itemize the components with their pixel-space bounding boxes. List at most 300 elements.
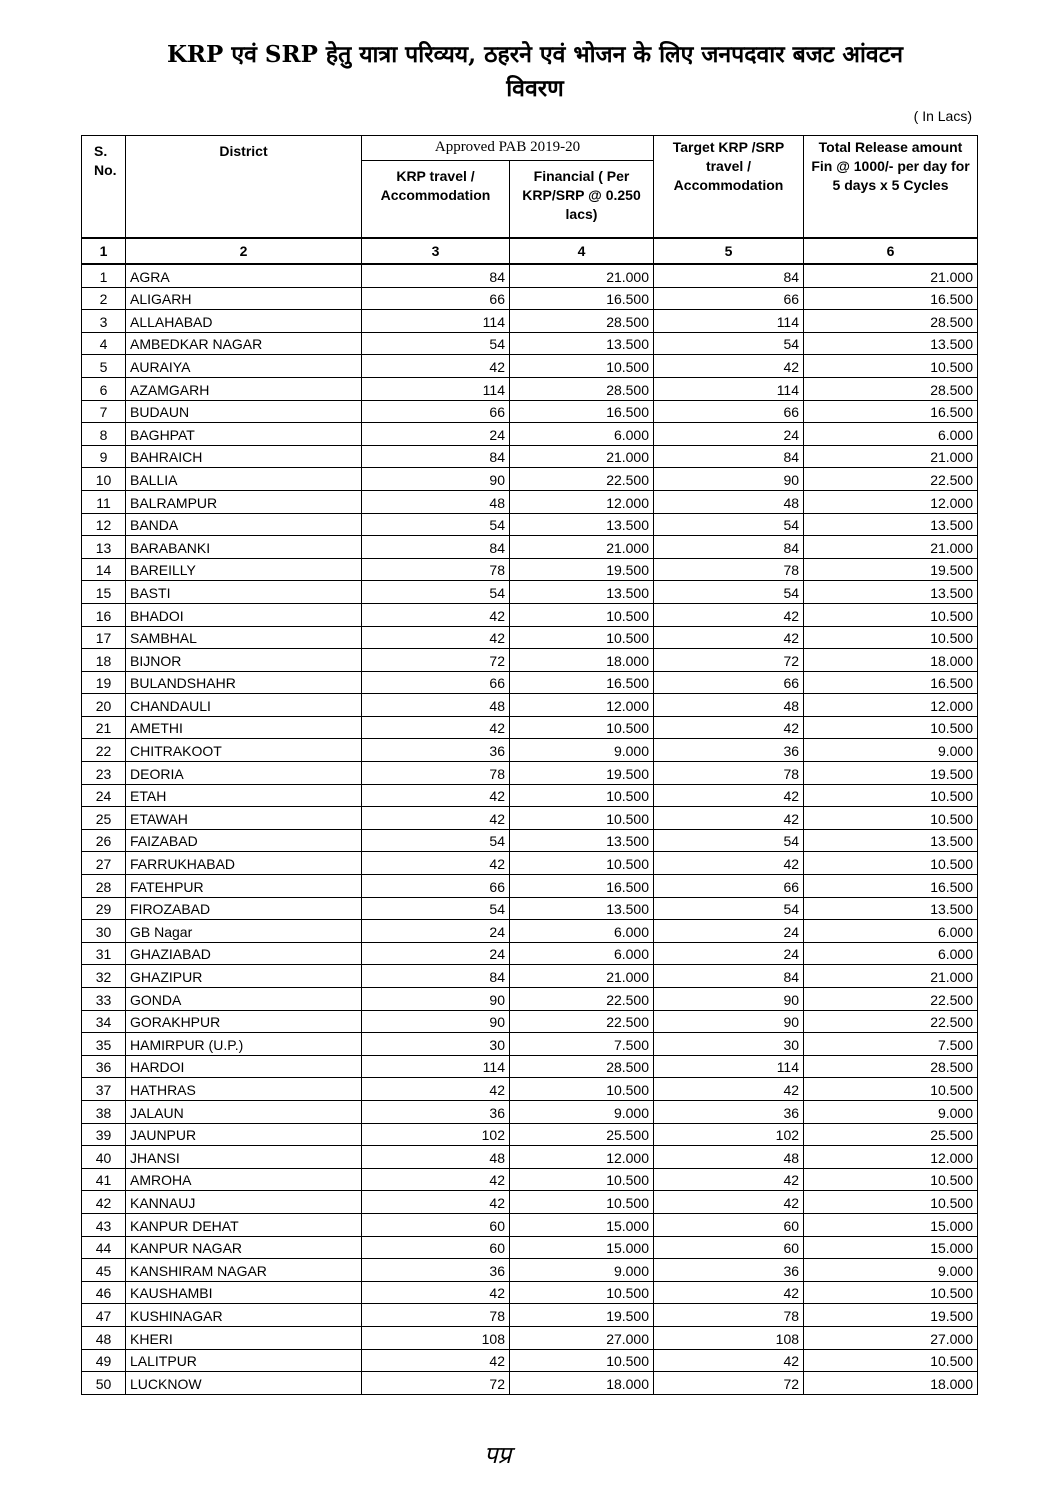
row-district: KANPUR NAGAR <box>126 1236 362 1259</box>
row-target: 78 <box>654 1304 804 1327</box>
colnum-2: 2 <box>126 238 362 264</box>
row-sno: 5 <box>82 355 126 378</box>
table-row <box>82 942 978 965</box>
row-krp-travel: 66 <box>362 875 510 898</box>
row-krp-travel: 24 <box>362 423 510 446</box>
table-row <box>82 852 978 875</box>
table-row <box>82 1123 978 1146</box>
row-sno: 50 <box>82 1372 126 1395</box>
row-financial: 28.500 <box>510 1055 654 1078</box>
row-financial: 9.000 <box>510 739 654 762</box>
row-sno: 29 <box>82 897 126 920</box>
row-target: 42 <box>654 1168 804 1191</box>
row-financial: 15.000 <box>510 1236 654 1259</box>
signature: पप्र <box>484 1441 512 1469</box>
row-district: FAIZABAD <box>126 829 362 852</box>
row-district: KANSHIRAM NAGAR <box>126 1259 362 1282</box>
table-row <box>82 1213 978 1236</box>
row-krp-travel: 48 <box>362 694 510 717</box>
row-krp-travel: 42 <box>362 1349 510 1372</box>
row-district: BIJNOR <box>126 649 362 672</box>
row-district: FIROZABAD <box>126 897 362 920</box>
row-target: 90 <box>654 468 804 491</box>
row-district: BAGHPAT <box>126 423 362 446</box>
row-financial: 13.500 <box>510 332 654 355</box>
row-krp-travel: 90 <box>362 468 510 491</box>
table-row <box>82 875 978 898</box>
row-district: CHITRAKOOT <box>126 739 362 762</box>
row-krp-travel: 36 <box>362 739 510 762</box>
colnum-4: 4 <box>510 238 654 264</box>
row-sno: 10 <box>82 468 126 491</box>
table-row <box>82 784 978 807</box>
row-krp-travel: 54 <box>362 513 510 536</box>
row-district: JALAUN <box>126 1100 362 1123</box>
table-row <box>82 332 978 355</box>
row-target: 36 <box>654 739 804 762</box>
row-krp-travel: 54 <box>362 581 510 604</box>
row-krp-travel: 42 <box>362 852 510 875</box>
row-financial: 13.500 <box>510 897 654 920</box>
row-target: 30 <box>654 1033 804 1056</box>
row-krp-travel: 30 <box>362 1033 510 1056</box>
row-krp-travel: 60 <box>362 1213 510 1236</box>
row-sno: 13 <box>82 536 126 559</box>
row-sno: 46 <box>82 1281 126 1304</box>
table-row <box>82 1100 978 1123</box>
row-krp-travel: 84 <box>362 445 510 468</box>
row-krp-travel: 66 <box>362 671 510 694</box>
row-sno: 27 <box>82 852 126 875</box>
row-target: 48 <box>654 694 804 717</box>
row-krp-travel: 90 <box>362 988 510 1011</box>
row-financial: 19.500 <box>510 1304 654 1327</box>
row-total-release: 10.500 <box>804 716 978 739</box>
row-financial: 25.500 <box>510 1123 654 1146</box>
colnum-6: 6 <box>804 238 978 264</box>
header-target: Target KRP /SRP travel / Accommodation <box>654 136 804 239</box>
row-district: AGRA <box>126 264 362 287</box>
table-row <box>82 513 978 536</box>
row-financial: 21.000 <box>510 536 654 559</box>
row-district: KAUSHAMBI <box>126 1281 362 1304</box>
row-target: 42 <box>654 355 804 378</box>
row-district: FARRUKHABAD <box>126 852 362 875</box>
row-financial: 27.000 <box>510 1326 654 1349</box>
row-total-release: 22.500 <box>804 1010 978 1033</box>
row-target: 24 <box>654 423 804 446</box>
row-target: 66 <box>654 287 804 310</box>
row-target: 60 <box>654 1236 804 1259</box>
row-financial: 15.000 <box>510 1213 654 1236</box>
row-total-release: 6.000 <box>804 423 978 446</box>
row-krp-travel: 60 <box>362 1236 510 1259</box>
row-total-release: 21.000 <box>804 264 978 287</box>
colnum-3: 3 <box>362 238 510 264</box>
table-row <box>82 829 978 852</box>
row-krp-travel: 84 <box>362 536 510 559</box>
row-sno: 11 <box>82 490 126 513</box>
row-target: 42 <box>654 1349 804 1372</box>
row-sno: 24 <box>82 784 126 807</box>
row-financial: 21.000 <box>510 445 654 468</box>
row-district: AURAIYA <box>126 355 362 378</box>
table-row <box>82 377 978 400</box>
row-target: 48 <box>654 490 804 513</box>
row-district: DEORIA <box>126 762 362 785</box>
table-row <box>82 400 978 423</box>
row-financial: 16.500 <box>510 287 654 310</box>
table-row <box>82 1281 978 1304</box>
row-financial: 10.500 <box>510 1191 654 1214</box>
row-total-release: 28.500 <box>804 377 978 400</box>
row-sno: 19 <box>82 671 126 694</box>
row-sno: 41 <box>82 1168 126 1191</box>
row-district: ALIGARH <box>126 287 362 310</box>
row-sno: 15 <box>82 581 126 604</box>
row-district: BASTI <box>126 581 362 604</box>
row-target: 42 <box>654 784 804 807</box>
row-total-release: 15.000 <box>804 1236 978 1259</box>
row-krp-travel: 84 <box>362 264 510 287</box>
row-sno: 9 <box>82 445 126 468</box>
row-total-release: 6.000 <box>804 942 978 965</box>
row-district: BALLIA <box>126 468 362 491</box>
row-krp-travel: 114 <box>362 377 510 400</box>
row-financial: 6.000 <box>510 942 654 965</box>
row-financial: 10.500 <box>510 626 654 649</box>
row-district: BULANDSHAHR <box>126 671 362 694</box>
row-target: 114 <box>654 1055 804 1078</box>
row-sno: 47 <box>82 1304 126 1327</box>
table-row <box>82 988 978 1011</box>
table-row <box>82 445 978 468</box>
row-sno: 14 <box>82 558 126 581</box>
row-total-release: 10.500 <box>804 784 978 807</box>
table-row <box>82 1372 978 1395</box>
row-district: GHAZIABAD <box>126 942 362 965</box>
row-total-release: 15.000 <box>804 1213 978 1236</box>
row-financial: 10.500 <box>510 1078 654 1101</box>
row-sno: 31 <box>82 942 126 965</box>
row-target: 72 <box>654 649 804 672</box>
table-row <box>82 1326 978 1349</box>
row-krp-travel: 48 <box>362 1146 510 1169</box>
row-sno: 35 <box>82 1033 126 1056</box>
table-row <box>82 581 978 604</box>
row-district: FATEHPUR <box>126 875 362 898</box>
table-row <box>82 558 978 581</box>
row-target: 108 <box>654 1326 804 1349</box>
row-district: HAMIRPUR (U.P.) <box>126 1033 362 1056</box>
row-target: 42 <box>654 807 804 830</box>
row-district: BARABANKI <box>126 536 362 559</box>
row-financial: 28.500 <box>510 377 654 400</box>
header-krp-travel: KRP travel / Accommodation <box>362 161 510 239</box>
row-district: BANDA <box>126 513 362 536</box>
row-district: GB Nagar <box>126 920 362 943</box>
row-financial: 16.500 <box>510 671 654 694</box>
row-target: 84 <box>654 536 804 559</box>
title-line-2: विवरण <box>506 75 564 102</box>
table-body <box>82 264 978 1394</box>
title-line-1: KRP एवं SRP हेतु यात्रा परिव्यय, ठहरने एवं भोजन के लिए जनपदवार बजट आंवटन <box>166 41 904 68</box>
column-number-row <box>82 238 978 264</box>
row-sno: 4 <box>82 332 126 355</box>
row-sno: 48 <box>82 1326 126 1349</box>
row-target: 90 <box>654 988 804 1011</box>
header-district: District <box>126 136 362 239</box>
budget-table <box>81 135 978 1395</box>
row-total-release: 21.000 <box>804 445 978 468</box>
table-row <box>82 264 978 287</box>
table-row <box>82 1191 978 1214</box>
row-total-release: 13.500 <box>804 513 978 536</box>
row-financial: 7.500 <box>510 1033 654 1056</box>
row-total-release: 9.000 <box>804 1259 978 1282</box>
row-sno: 49 <box>82 1349 126 1372</box>
row-sno: 43 <box>82 1213 126 1236</box>
table-row <box>82 355 978 378</box>
row-district: KUSHINAGAR <box>126 1304 362 1327</box>
row-krp-travel: 54 <box>362 897 510 920</box>
table-row <box>82 897 978 920</box>
row-total-release: 6.000 <box>804 920 978 943</box>
row-target: 54 <box>654 513 804 536</box>
row-total-release: 19.500 <box>804 1304 978 1327</box>
row-total-release: 10.500 <box>804 603 978 626</box>
table-row <box>82 1078 978 1101</box>
row-financial: 10.500 <box>510 716 654 739</box>
row-sno: 16 <box>82 603 126 626</box>
row-krp-travel: 102 <box>362 1123 510 1146</box>
row-total-release: 13.500 <box>804 581 978 604</box>
row-financial: 10.500 <box>510 807 654 830</box>
row-district: BUDAUN <box>126 400 362 423</box>
row-financial: 18.000 <box>510 649 654 672</box>
row-target: 24 <box>654 942 804 965</box>
row-target: 114 <box>654 377 804 400</box>
row-target: 48 <box>654 1146 804 1169</box>
row-financial: 10.500 <box>510 852 654 875</box>
row-total-release: 10.500 <box>804 1281 978 1304</box>
header-financial: Financial ( Per KRP/SRP @ 0.250 lacs) <box>510 161 654 239</box>
row-krp-travel: 42 <box>362 1168 510 1191</box>
table-row <box>82 1259 978 1282</box>
table-row <box>82 287 978 310</box>
row-sno: 26 <box>82 829 126 852</box>
row-target: 42 <box>654 1078 804 1101</box>
row-total-release: 12.000 <box>804 1146 978 1169</box>
row-sno: 17 <box>82 626 126 649</box>
page-title <box>60 38 1010 106</box>
table-row <box>82 1010 978 1033</box>
row-sno: 42 <box>82 1191 126 1214</box>
row-target: 54 <box>654 581 804 604</box>
row-district: ALLAHABAD <box>126 310 362 333</box>
row-krp-travel: 24 <box>362 920 510 943</box>
row-total-release: 10.500 <box>804 1078 978 1101</box>
row-target: 42 <box>654 603 804 626</box>
row-financial: 9.000 <box>510 1100 654 1123</box>
row-district: AZAMGARH <box>126 377 362 400</box>
row-financial: 16.500 <box>510 400 654 423</box>
table-row <box>82 1304 978 1327</box>
row-target: 60 <box>654 1213 804 1236</box>
row-district: CHANDAULI <box>126 694 362 717</box>
row-financial: 10.500 <box>510 1281 654 1304</box>
row-krp-travel: 36 <box>362 1259 510 1282</box>
row-target: 42 <box>654 1191 804 1214</box>
row-total-release: 21.000 <box>804 965 978 988</box>
row-krp-travel: 42 <box>362 1191 510 1214</box>
row-sno: 40 <box>82 1146 126 1169</box>
row-sno: 22 <box>82 739 126 762</box>
row-krp-travel: 78 <box>362 762 510 785</box>
row-total-release: 12.000 <box>804 694 978 717</box>
row-sno: 34 <box>82 1010 126 1033</box>
row-total-release: 9.000 <box>804 1100 978 1123</box>
table-row <box>82 965 978 988</box>
row-financial: 6.000 <box>510 423 654 446</box>
row-krp-travel: 78 <box>362 1304 510 1327</box>
row-total-release: 18.000 <box>804 649 978 672</box>
row-target: 90 <box>654 1010 804 1033</box>
row-krp-travel: 42 <box>362 603 510 626</box>
row-sno: 1 <box>82 264 126 287</box>
row-total-release: 13.500 <box>804 332 978 355</box>
table-row <box>82 739 978 762</box>
row-sno: 6 <box>82 377 126 400</box>
table-row <box>82 1168 978 1191</box>
row-financial: 13.500 <box>510 581 654 604</box>
row-krp-travel: 114 <box>362 310 510 333</box>
row-sno: 45 <box>82 1259 126 1282</box>
row-district: LALITPUR <box>126 1349 362 1372</box>
row-district: HARDOI <box>126 1055 362 1078</box>
row-krp-travel: 66 <box>362 400 510 423</box>
row-target: 24 <box>654 920 804 943</box>
row-sno: 3 <box>82 310 126 333</box>
row-sno: 20 <box>82 694 126 717</box>
row-target: 36 <box>654 1100 804 1123</box>
row-financial: 10.500 <box>510 1168 654 1191</box>
colnum-1: 1 <box>82 238 126 264</box>
row-krp-travel: 42 <box>362 1078 510 1101</box>
row-total-release: 9.000 <box>804 739 978 762</box>
row-total-release: 12.000 <box>804 490 978 513</box>
row-total-release: 27.000 <box>804 1326 978 1349</box>
table-row <box>82 1055 978 1078</box>
row-sno: 18 <box>82 649 126 672</box>
row-total-release: 10.500 <box>804 355 978 378</box>
row-total-release: 22.500 <box>804 468 978 491</box>
row-district: LUCKNOW <box>126 1372 362 1395</box>
row-target: 78 <box>654 558 804 581</box>
row-district: ETAWAH <box>126 807 362 830</box>
row-sno: 2 <box>82 287 126 310</box>
row-sno: 39 <box>82 1123 126 1146</box>
row-total-release: 13.500 <box>804 897 978 920</box>
row-total-release: 16.500 <box>804 671 978 694</box>
table-row <box>82 920 978 943</box>
row-krp-travel: 54 <box>362 332 510 355</box>
row-target: 54 <box>654 829 804 852</box>
row-district: BALRAMPUR <box>126 490 362 513</box>
row-target: 72 <box>654 1372 804 1395</box>
row-target: 66 <box>654 400 804 423</box>
row-financial: 12.000 <box>510 490 654 513</box>
row-financial: 10.500 <box>510 1349 654 1372</box>
row-district: KANPUR DEHAT <box>126 1213 362 1236</box>
row-krp-travel: 90 <box>362 1010 510 1033</box>
table-row <box>82 603 978 626</box>
row-target: 42 <box>654 852 804 875</box>
row-district: JAUNPUR <box>126 1123 362 1146</box>
row-district: AMETHI <box>126 716 362 739</box>
row-financial: 28.500 <box>510 310 654 333</box>
colnum-5: 5 <box>654 238 804 264</box>
row-financial: 19.500 <box>510 558 654 581</box>
row-district: GONDA <box>126 988 362 1011</box>
row-financial: 21.000 <box>510 264 654 287</box>
row-district: KANNAUJ <box>126 1191 362 1214</box>
table-row <box>82 1146 978 1169</box>
row-sno: 25 <box>82 807 126 830</box>
row-krp-travel: 42 <box>362 716 510 739</box>
row-sno: 44 <box>82 1236 126 1259</box>
row-district: BHADOI <box>126 603 362 626</box>
row-total-release: 10.500 <box>804 1168 978 1191</box>
row-financial: 13.500 <box>510 829 654 852</box>
row-total-release: 28.500 <box>804 310 978 333</box>
row-target: 36 <box>654 1259 804 1282</box>
row-krp-travel: 54 <box>362 829 510 852</box>
row-district: KHERI <box>126 1326 362 1349</box>
row-financial: 22.500 <box>510 1010 654 1033</box>
table-row <box>82 694 978 717</box>
table-row <box>82 1349 978 1372</box>
row-total-release: 7.500 <box>804 1033 978 1056</box>
header-approved-pab: Approved PAB 2019-20 <box>362 136 654 161</box>
row-financial: 22.500 <box>510 468 654 491</box>
row-total-release: 28.500 <box>804 1055 978 1078</box>
row-krp-travel: 42 <box>362 626 510 649</box>
row-financial: 10.500 <box>510 784 654 807</box>
table-row <box>82 310 978 333</box>
row-district: GORAKHPUR <box>126 1010 362 1033</box>
row-target: 78 <box>654 762 804 785</box>
row-krp-travel: 42 <box>362 784 510 807</box>
row-sno: 37 <box>82 1078 126 1101</box>
row-total-release: 21.000 <box>804 536 978 559</box>
row-sno: 7 <box>82 400 126 423</box>
row-sno: 23 <box>82 762 126 785</box>
row-krp-travel: 114 <box>362 1055 510 1078</box>
row-sno: 28 <box>82 875 126 898</box>
row-target: 84 <box>654 264 804 287</box>
row-krp-travel: 72 <box>362 649 510 672</box>
row-financial: 12.000 <box>510 694 654 717</box>
row-total-release: 13.500 <box>804 829 978 852</box>
row-sno: 38 <box>82 1100 126 1123</box>
row-district: SAMBHAL <box>126 626 362 649</box>
table-row <box>82 626 978 649</box>
row-district: HATHRAS <box>126 1078 362 1101</box>
row-sno: 21 <box>82 716 126 739</box>
row-financial: 19.500 <box>510 762 654 785</box>
row-krp-travel: 24 <box>362 942 510 965</box>
